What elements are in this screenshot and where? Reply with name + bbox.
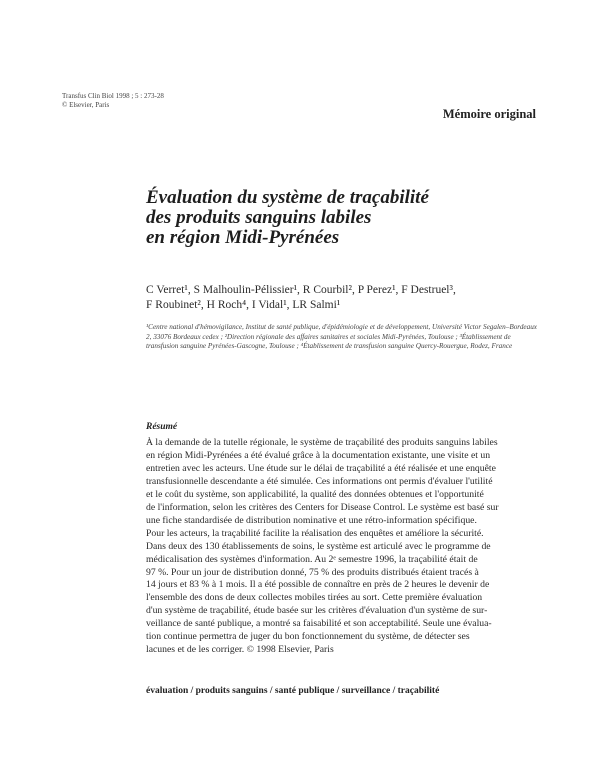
abstract-line: d'un système de traçabilité, étude basée sur les critères d'évaluation d'un système de sur- bbox=[146, 605, 488, 617]
abstract-line: entretien avec les acteurs. Une étude sur le délai de traçabilité a été réalisée et une enquête bbox=[146, 462, 496, 474]
title-line: des produits sanguins labiles bbox=[146, 207, 372, 228]
abstract-line: 97 %. Pour un jour de distribution donné, 75 % des produits distribués étaient tracés à bbox=[146, 566, 479, 578]
publisher-copyright: © Elsevier, Paris bbox=[62, 101, 110, 109]
article-type: Mémoire original bbox=[442, 107, 536, 121]
abstract-line: Dans deux des 130 établissements de soins, le système est articulé avec le programme de bbox=[146, 540, 491, 552]
abstract-line: Pour les acteurs, la traçabilité facilite la réalisation des enquêtes et améliore la sécurité. bbox=[146, 527, 484, 539]
abstract-line: À la demande de la tutelle régionale, le système de traçabilité des produits sanguins labiles bbox=[146, 437, 498, 448]
author-line: C Verret¹, S Malhoulin-Pélissier¹, R Courbil², P Perez¹, F Destruel³, bbox=[146, 284, 456, 296]
abstract-line: une fiche standardisée de distribution nominative et une rétro-information spécifique. bbox=[146, 514, 477, 526]
abstract-line: veillance de santé publique, a montré sa faisabilité et son acceptabilité. Seule une évalua- bbox=[146, 618, 492, 630]
journal-citation bbox=[62, 92, 164, 110]
author-line: F Roubinet², H Roch⁴, I Vidal¹, LR Salmi¹ bbox=[146, 299, 341, 311]
abstract-line: en région Midi-Pyrénées a été évalué grâce à la documentation existante, une visite et un bbox=[146, 449, 491, 461]
article-title bbox=[146, 188, 526, 248]
author-list bbox=[146, 283, 526, 313]
abstract-line: 14 jours et 83 % à 1 mois. Il a été possible de connaître en près de 2 heures le devenir de bbox=[146, 579, 490, 591]
keywords: évaluation / produits sanguins / santé publique / surveillance / traçabilité bbox=[146, 686, 440, 696]
title-line: Évaluation du système de traçabilité bbox=[146, 187, 429, 208]
abstract-body bbox=[146, 437, 541, 657]
abstract-line: l'ensemble des dons de deux collectes mobiles tirées au sort. Cette première évaluation bbox=[146, 592, 483, 604]
abstract-line: médicalisation des systèmes d'information. Au 2ᵉ semestre 1996, la traçabilité était de bbox=[146, 553, 478, 565]
title-line: en région Midi-Pyrénées bbox=[146, 227, 340, 248]
abstract-heading: Résumé bbox=[146, 422, 178, 432]
abstract-line: lacunes et de les corriger. © 1998 Elsevier, Paris bbox=[146, 644, 334, 656]
abstract-line: transfusionnelle descendante a été simulée. Ces informations ont permis d'évaluer l'utilité bbox=[146, 475, 493, 487]
abstract-line: de l'information, selon les critères des Centers for Disease Control. Le système est basé sur bbox=[146, 501, 499, 513]
abstract-line: et le coût du système, son applicabilité, la qualité des données obtenues et l'opportunité bbox=[146, 488, 484, 500]
affiliations: ¹Centre national d'hémovigilance, Institut de santé publique, d'épidémiologie et de développement, Université Victor Segalen–Bordeaux 2, 33076 Bordeaux cedex ; ²Direction régionale des affaires sanitaires et sociales Midi-Pyrénées, Toulouse ; ³Établissement de transfusion sanguine Pyrénées-Gascogne, Toulouse ; ⁴Établissement de transfusion sanguine Quercy-Rouergue, Rodez, France bbox=[146, 323, 537, 351]
journal-reference: Transfus Clin Biol 1998 ; 5 : 273-28 bbox=[62, 92, 164, 100]
abstract-line: tion continue permettra de juger du bon fonctionnement du système, de détecter ses bbox=[146, 631, 470, 643]
